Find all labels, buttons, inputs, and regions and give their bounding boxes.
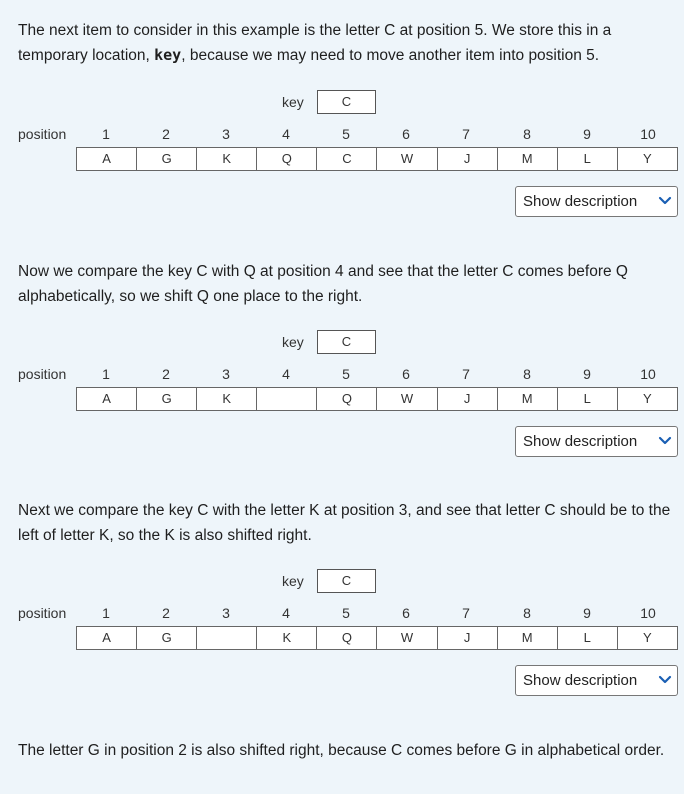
show-description-label: Show description <box>523 433 638 450</box>
position-number: 9 <box>583 366 591 382</box>
position-number: 5 <box>342 605 350 621</box>
array-row <box>76 626 678 650</box>
key-label: key <box>282 573 304 589</box>
key-box: C <box>317 330 376 354</box>
position-number: 5 <box>342 366 350 382</box>
show-description-button[interactable] <box>515 665 678 696</box>
position-number: 2 <box>162 366 170 382</box>
position-number: 7 <box>462 126 470 142</box>
array-diagram-1 <box>0 90 684 230</box>
key-box: C <box>317 569 376 593</box>
array-cell: W <box>376 148 436 170</box>
position-number: 3 <box>222 366 230 382</box>
array-cell: W <box>376 627 436 649</box>
array-cell <box>196 627 256 649</box>
position-number: 1 <box>102 366 110 382</box>
paragraph-2: Now we compare the key C with Q at position 4 and see that the letter C comes before Q alphabetically, so we shift Q one place to the right. <box>18 263 628 305</box>
position-number: 2 <box>162 605 170 621</box>
array-cell: G <box>136 388 196 410</box>
array-row <box>76 147 678 171</box>
position-number: 4 <box>282 605 290 621</box>
key-keyword: key <box>154 46 182 64</box>
array-cell: Y <box>617 627 677 649</box>
array-cell: C <box>316 148 376 170</box>
paragraph-3: Next we compare the key C with the letter K at position 3, and see that letter C should be to the left of letter K, so the K is also shifted right. <box>18 502 671 544</box>
position-number: 8 <box>523 366 531 382</box>
position-number: 9 <box>583 126 591 142</box>
key-label: key <box>282 334 304 350</box>
array-diagram-3 <box>0 569 684 709</box>
position-number: 6 <box>402 366 410 382</box>
position-number: 2 <box>162 126 170 142</box>
array-cell: Y <box>617 388 677 410</box>
array-cell: A <box>77 627 136 649</box>
show-description-button[interactable] <box>515 426 678 457</box>
array-cell: Q <box>316 388 376 410</box>
position-number: 1 <box>102 605 110 621</box>
show-description-label: Show description <box>523 672 638 689</box>
array-cell: W <box>376 388 436 410</box>
key-label: key <box>282 94 304 110</box>
show-description-button[interactable] <box>515 186 678 217</box>
array-cell: A <box>77 148 136 170</box>
array-cell: K <box>196 148 256 170</box>
paragraph-4: The letter G in position 2 is also shifted right, because C comes before G in alphabetical order. <box>18 742 665 759</box>
key-box: C <box>317 90 376 114</box>
chevron-down-icon <box>658 195 672 207</box>
position-number: 5 <box>342 126 350 142</box>
position-number: 10 <box>640 366 656 382</box>
array-cell: L <box>557 388 617 410</box>
paragraph-1 <box>18 18 682 68</box>
array-cell: J <box>437 627 497 649</box>
position-label: position <box>18 605 67 621</box>
array-cell: J <box>437 388 497 410</box>
array-cell <box>256 388 316 410</box>
array-row <box>76 387 678 411</box>
chevron-down-icon <box>658 435 672 447</box>
position-number: 8 <box>523 126 531 142</box>
array-cell: G <box>136 627 196 649</box>
array-cell: K <box>196 388 256 410</box>
position-number: 9 <box>583 605 591 621</box>
show-description-label: Show description <box>523 193 638 210</box>
array-cell: G <box>136 148 196 170</box>
position-number: 3 <box>222 605 230 621</box>
array-cell: M <box>497 627 557 649</box>
array-cell: L <box>557 627 617 649</box>
array-cell: M <box>497 148 557 170</box>
position-number: 7 <box>462 605 470 621</box>
paragraph-1-after: , because we may need to move another item into position 5. <box>181 47 600 64</box>
position-number: 10 <box>640 126 656 142</box>
paragraph-1-before: The next item to consider in this example is the letter C at position 5. We store this in a temporary location, <box>18 22 612 64</box>
position-number: 6 <box>402 126 410 142</box>
position-number: 6 <box>402 605 410 621</box>
array-cell: K <box>256 627 316 649</box>
position-label: position <box>18 366 67 382</box>
position-label: position <box>18 126 67 142</box>
position-number: 1 <box>102 126 110 142</box>
position-number: 4 <box>282 366 290 382</box>
position-number: 4 <box>282 126 290 142</box>
array-cell: Q <box>316 627 376 649</box>
position-number: 8 <box>523 605 531 621</box>
position-number: 7 <box>462 366 470 382</box>
array-diagram-2 <box>0 330 684 470</box>
array-cell: M <box>497 388 557 410</box>
chevron-down-icon <box>658 674 672 686</box>
array-cell: J <box>437 148 497 170</box>
array-cell: Q <box>256 148 316 170</box>
position-number: 3 <box>222 126 230 142</box>
array-cell: A <box>77 388 136 410</box>
array-cell: Y <box>617 148 677 170</box>
array-cell: L <box>557 148 617 170</box>
position-number: 10 <box>640 605 656 621</box>
